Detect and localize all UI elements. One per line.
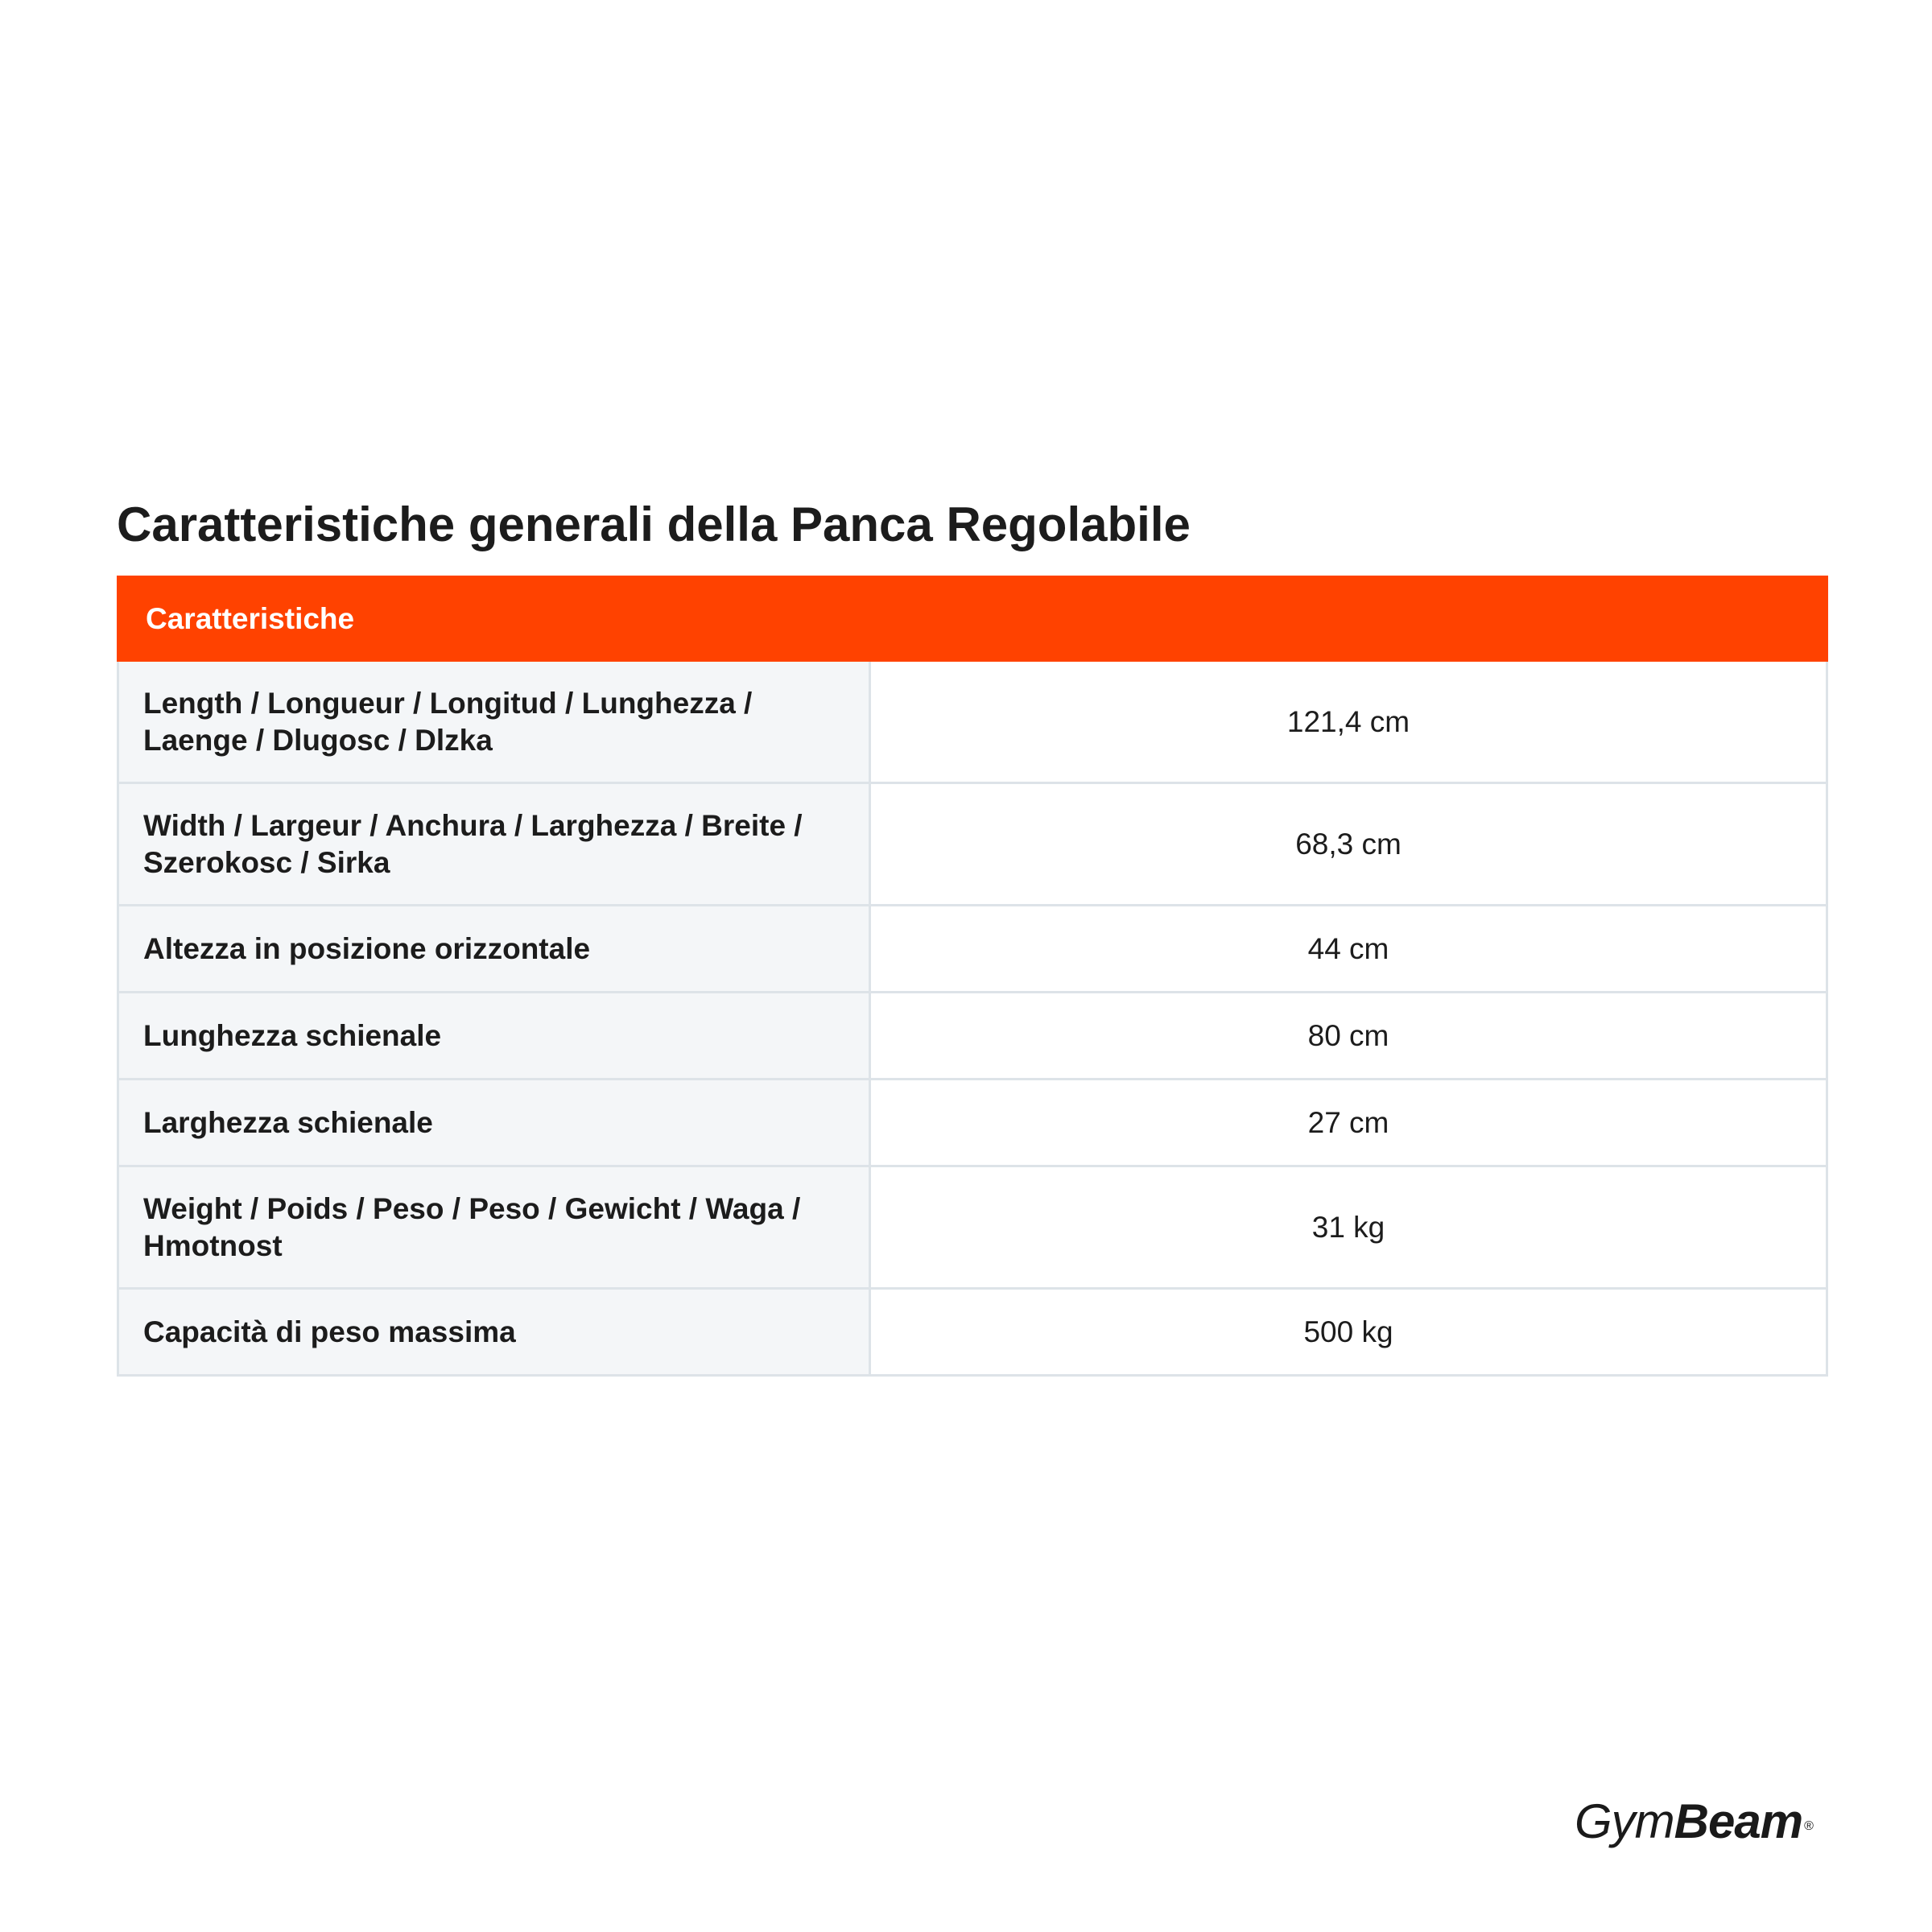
row-value: 500 kg	[870, 1289, 1827, 1376]
table-row	[118, 1080, 1827, 1166]
page-title: Caratteristiche generali della Panca Regolabile	[117, 497, 1191, 551]
table-row	[118, 993, 1827, 1080]
row-value: 31 kg	[870, 1166, 1827, 1289]
logo-text-beam: Beam	[1674, 1794, 1803, 1848]
row-value: 44 cm	[870, 906, 1827, 993]
gymbeam-logo	[1575, 1794, 1813, 1850]
registered-mark: ®	[1804, 1819, 1813, 1833]
row-label: Weight / Poids / Peso / Peso / Gewicht / Waga / Hmotnost	[118, 1166, 870, 1289]
row-label: Altezza in posizione orizzontale	[118, 906, 870, 993]
row-value: 80 cm	[870, 993, 1827, 1080]
table-row	[118, 661, 1827, 783]
spec-table	[117, 576, 1828, 1377]
logo-text-gym: Gym	[1575, 1794, 1674, 1848]
row-value: 68,3 cm	[870, 783, 1827, 906]
table-header-row	[118, 577, 1827, 661]
row-label: Lunghezza schienale	[118, 993, 870, 1080]
table-row	[118, 906, 1827, 993]
row-value: 121,4 cm	[870, 661, 1827, 783]
table-row	[118, 1289, 1827, 1376]
table-header: Caratteristiche	[118, 577, 1827, 661]
table-row	[118, 1166, 1827, 1289]
row-label: Width / Largeur / Anchura / Larghezza / Breite / Szerokosc / Sirka	[118, 783, 870, 906]
row-label: Larghezza schienale	[118, 1080, 870, 1166]
row-value: 27 cm	[870, 1080, 1827, 1166]
table-row	[118, 783, 1827, 906]
row-label: Length / Longueur / Longitud / Lunghezza / Laenge / Dlugosc / Dlzka	[118, 661, 870, 783]
row-label: Capacità di peso massima	[118, 1289, 870, 1376]
